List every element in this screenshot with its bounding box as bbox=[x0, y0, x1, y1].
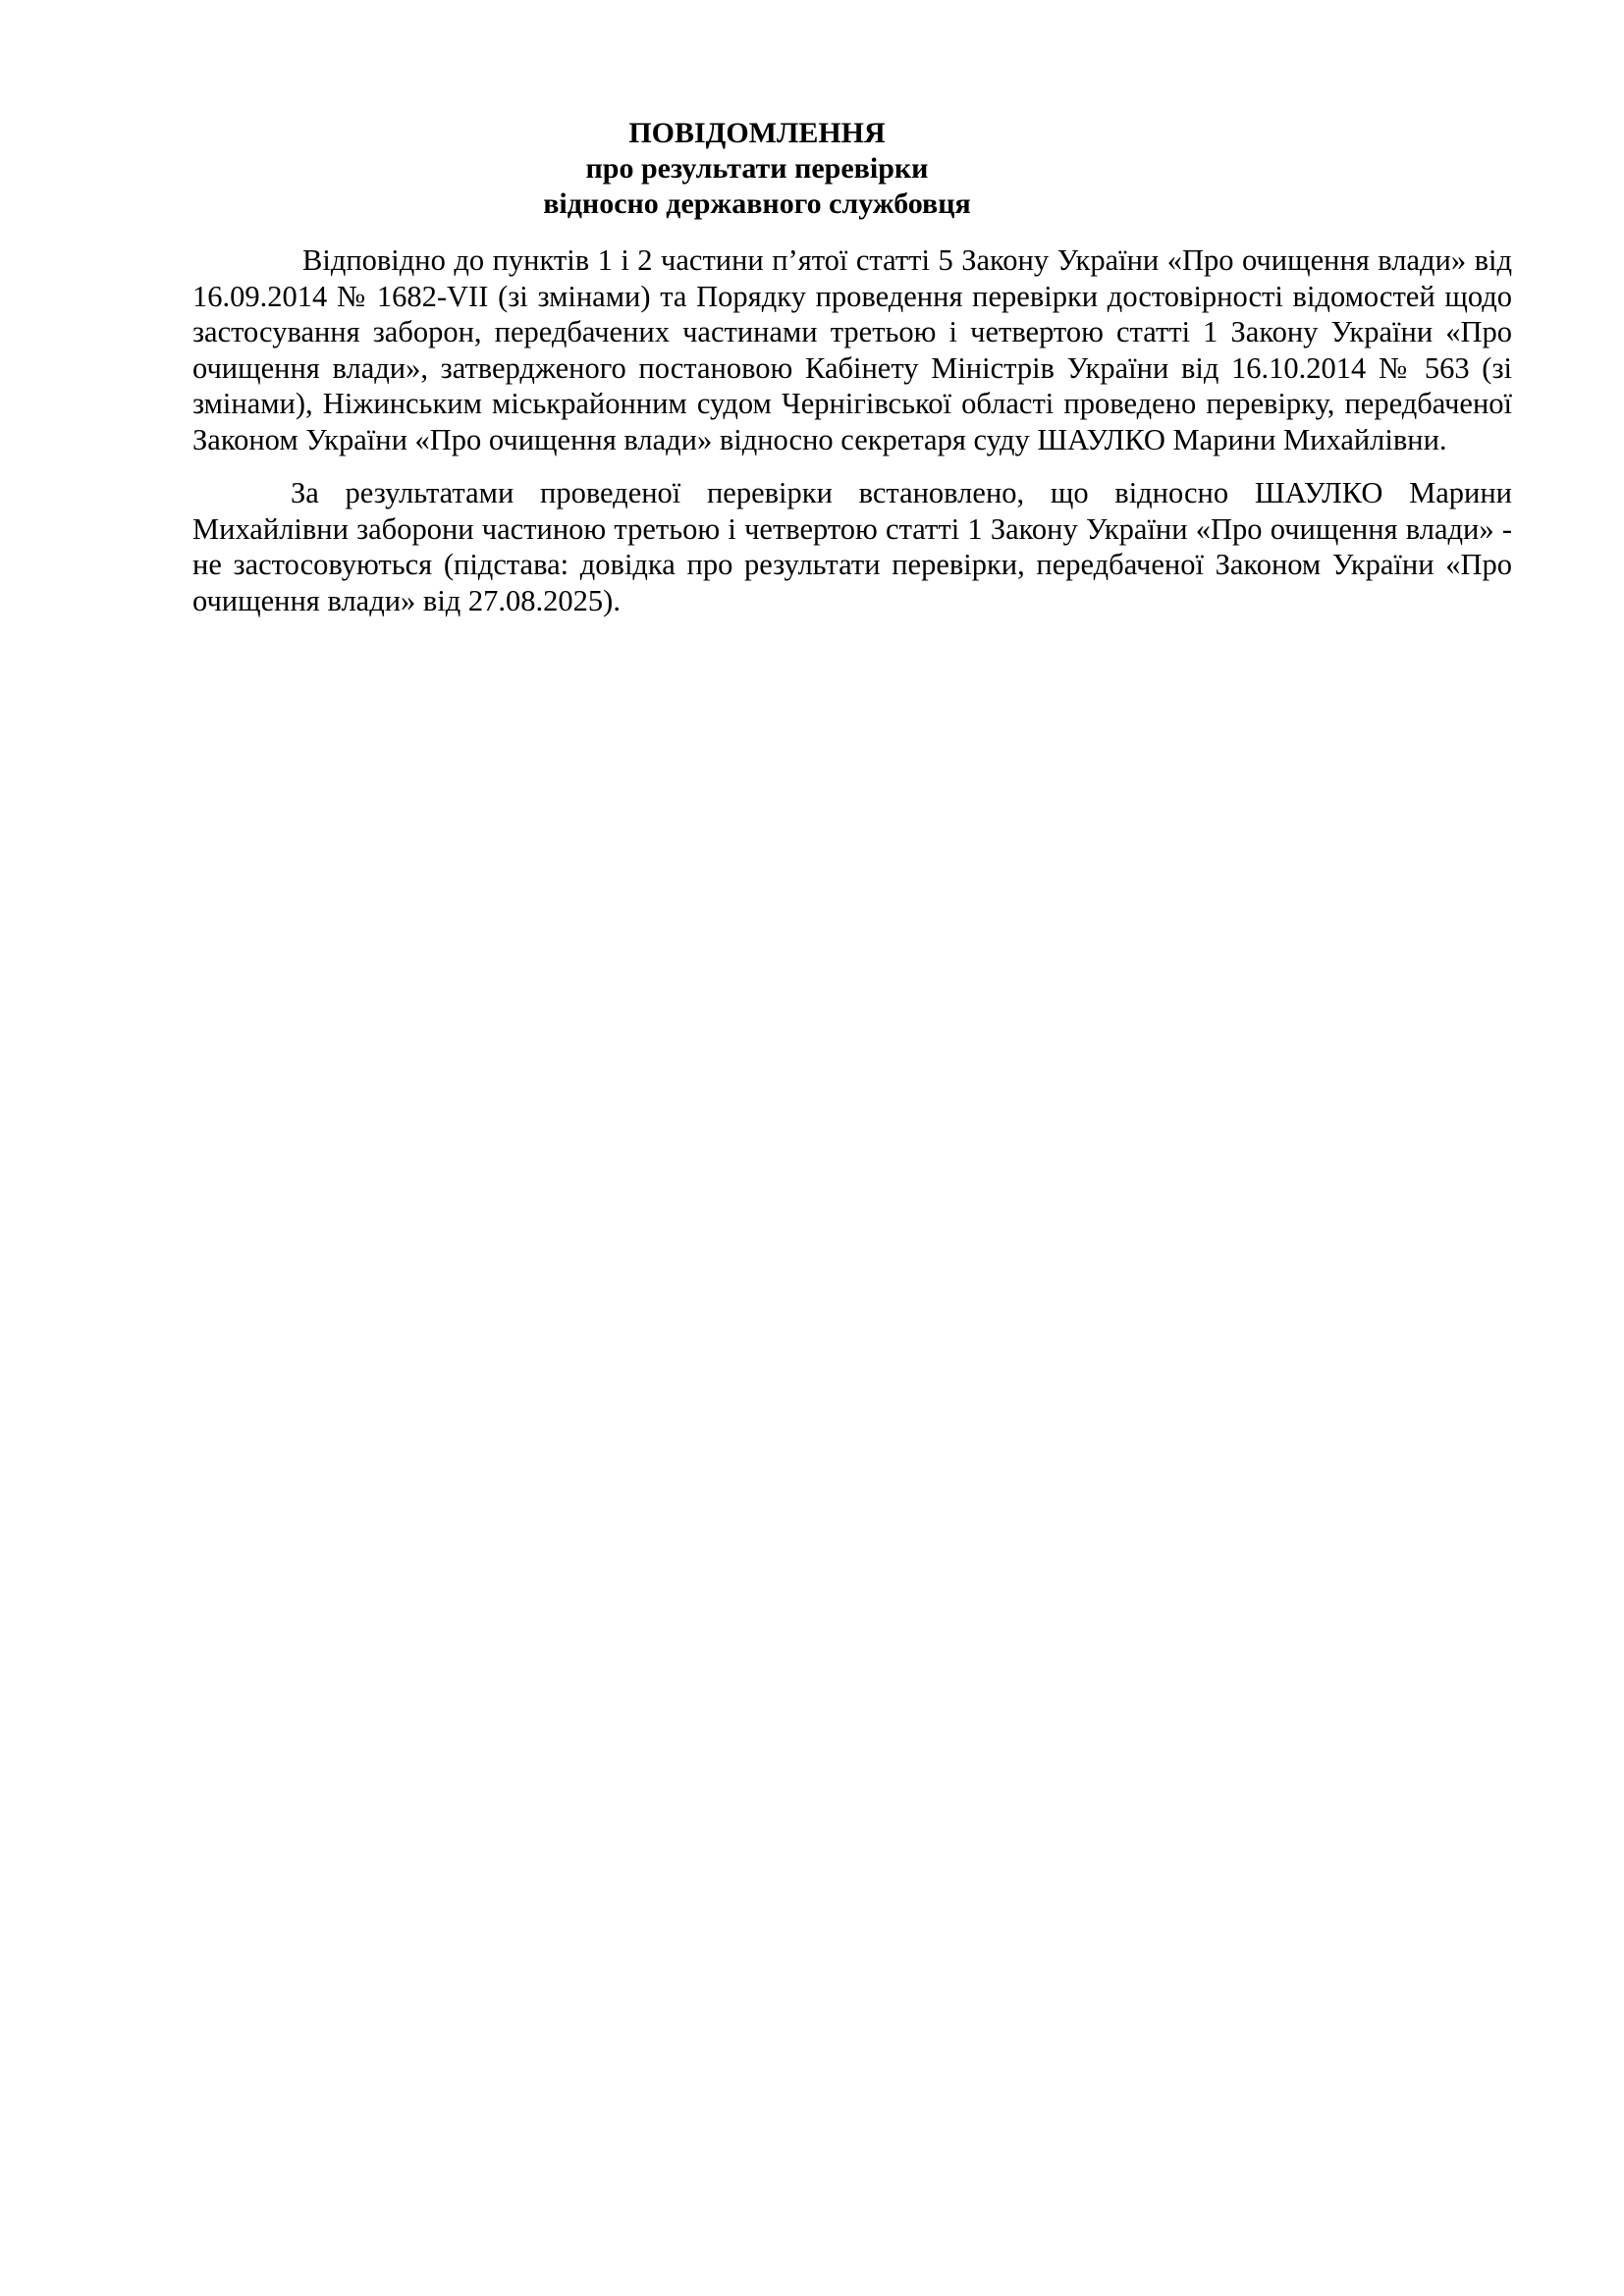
document-title: ПОВІДОМЛЕННЯ bbox=[628, 117, 886, 149]
document-subtitle-line-1: про результати перевірки bbox=[585, 152, 929, 185]
document-body bbox=[192, 242, 1512, 618]
document-subtitle-line-2: відносно державного службовця bbox=[543, 187, 971, 220]
paragraph-legal-basis: Відповідно до пунктів 1 і 2 частини п’ятої статті 5 Закону України «Про очищення влади» від 16.09.2014 № 1682-VII (зі змінами) та Порядку проведення перевірки достовірності відомостей щодо застосування заборон, передбачених частинами третьою і четвертою статті 1 Закону України «Про очищення влади», затвердженого постановою Кабінету Міністрів України від 16.10.2014 № 563 (зі змінами), Ніжинським міськрайонним судом Чернігівської області проведено перевірку, передбаченої Законом України «Про очищення влади» відносно секретаря суду ШАУЛКО Марини Михайлівни. bbox=[192, 243, 1512, 456]
document-header bbox=[192, 116, 1322, 222]
paragraph-results: За результатами проведеної перевірки встановлено, що відносно ШАУЛКО Марини Михайлівни заборони частиною третьою і четвертою статті 1 Закону України «Про очищення влади» - не застосовуються (підстава: довідка про результати перевірки, передбаченої Законом України «Про очищення влади» від 27.08.2025). bbox=[192, 476, 1512, 617]
